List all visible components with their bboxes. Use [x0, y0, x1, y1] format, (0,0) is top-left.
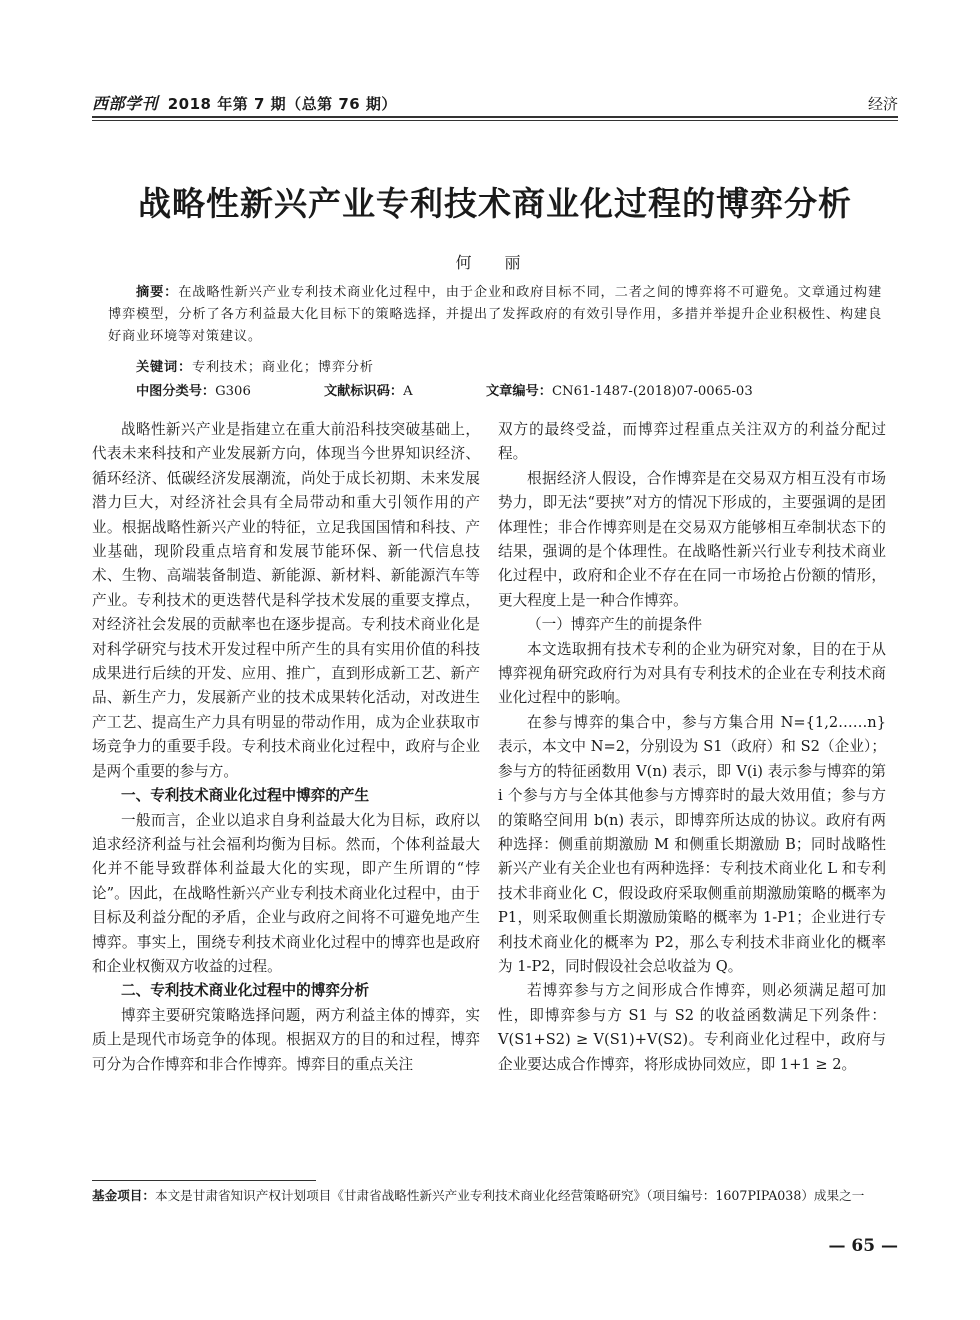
section-name: 经济 [867, 95, 898, 113]
journal-issue: 2018 年第 7 期（总第 76 期） [167, 95, 397, 113]
body-paragraph: 一般而言，企业以追求自身利益最大化为目标，政府以追求经济利益与社会福利均衡为目标。然而，个体利益最大化并不能导致群体利益最大化的实现，即产生所谓的“悖论”。因此，在战略性新兴产业专利技术商业化过程中，由于目标及利益分配的矛盾，企业与政府之间将不可避免地产生博弈。事实上，围绕专利技术商业化过程中的博弈也是政府和企业权衡双方收益的过程。 [92, 811, 480, 975]
running-header [92, 86, 898, 114]
abstract [108, 282, 882, 348]
keywords-label: 关键词： [136, 360, 192, 375]
body-paragraph: 战略性新兴产业是指建立在重大前沿科技突破基础上，代表未来科技和产业发展新方向，体现当今世界知识经济、循环经济、低碳经济发展潮流，尚处于成长初期、未来发展潜力巨大，对经济社会具有全局带动和重大引领作用的产业。根据战略性新兴产业的特征，立足我国国情和科技、产业基础，现阶段重点培育和发展节能环保、新一代信息技术、生物、高端装备制造、新能源、新材料、新能源汽车等产业。专利技术的更迭替代是科学技术发展的重要支撑点，对经济社会发展的贡献率也在逐步提高。专利技术商业化是对科学研究与技术开发过程中所产生的具有实用价值的科技成果进行后续的开发、应用、推广，直到形成新工艺、新产品、新生产力，发展新产业的技术成果转化活动，对改进生产工艺、提高生产力具有明显的带动作用，成为企业获取市场竞争力的重要手段。专利技术商业化过程中，政府与企业是两个重要的参与方。 [92, 421, 480, 780]
keywords [136, 356, 374, 375]
page-number: — 65 — [828, 1236, 898, 1256]
abstract-label: 摘要： [136, 285, 179, 300]
article-no-label: 文章编号： [486, 384, 552, 399]
section-heading: 二、专利技术商业化过程中的博弈分析 [121, 982, 370, 1000]
body-paragraph: 博弈主要研究策略选择问题，两方利益主体的博弈，实质上是现代市场竞争的体现。根据双方的目的和过程，博弈可分为合作博弈和非合作博弈。博弈目的重点关注 [92, 1006, 480, 1073]
body-paragraph: 本文选取拥有技术专利的企业为研究对象，目的在于从博弈视角研究政府行为对具有专利技术的企业在专利技术商业化过程中的影响。 [498, 640, 886, 707]
document-code [324, 380, 413, 399]
footnote-rule [92, 1180, 316, 1181]
keywords-text: 专利技术；商业化；博弈分析 [191, 360, 374, 375]
body-paragraph: 若博弈参与方之间形成合作博弈，则必须满足超可加性，即博弈参与方 S1 与 S2 的收益函数满足下列条件：V(S1+S2) ≥ V(S1)+V(S2)。专利商业化过程中，政府与企业要达成合作博弈，将形成协同效应，即 1+1 ≥ 2。 [498, 982, 886, 1073]
journal-logo: 西部学刊 [92, 94, 159, 113]
body-paragraph: 根据经济人假设，合作博弈是在交易双方相互没有市场势力，即无法“要挟”对方的情况下形成的，主要强调的是团体理性；非合作博弈则是在交易双方能够相互牵制状态下的结果，强调的是个体理性。在战略性新兴行业专利技术商业化过程中，政府和企业不存在在同一市场抢占份额的情形，更大程度上是一种合作博弈。 [498, 469, 886, 609]
right-column [498, 418, 886, 1077]
footnote-text: 本文是甘肃省知识产权计划项目《甘肃省战略性新兴产业专利技术商业化经营策略研究》（项目编号：1607PIPA038）成果之一 [154, 1188, 865, 1203]
article-number [486, 380, 753, 399]
clc-number [136, 380, 251, 399]
doc-code-value: A [403, 384, 413, 399]
header-rule-thin [92, 120, 898, 121]
footnote-label: 基金项目： [92, 1188, 155, 1203]
doc-code-label: 文献标识码： [324, 384, 404, 399]
abstract-text: 在战略性新兴产业专利技术商业化过程中，由于企业和政府目标不同，二者之间的博弈将不可避免。文章通过构建博弈模型，分析了各方利益最大化目标下的策略选择，并提出了发挥政府的有效引导作用，多措并举提升企业积极性、构建良好商业环境等对策建议。 [108, 285, 882, 344]
clc-value: G306 [215, 384, 251, 399]
article-author: 何 丽 [455, 253, 535, 272]
header-rule [92, 116, 898, 118]
subsection-heading: （一）博弈产生的前提条件 [527, 616, 703, 634]
body-paragraph: 双方的最终受益，而博弈过程重点关注双方的利益分配过程。 [498, 421, 886, 463]
section-heading: 一、专利技术商业化过程中博弈的产生 [121, 787, 370, 805]
footnote [92, 1186, 898, 1206]
article-no-value: CN61-1487-(2018)07-0065-03 [551, 384, 753, 399]
journal-info [92, 91, 397, 114]
body-paragraph: 在参与博弈的集合中，参与方集合用 N={1,2……n} 表示，本文中 N=2，分别设为 S1（政府）和 S2（企业）；参与方的特征函数用 V(n) 表示，即 V(i) 表示参与博弈的第 i 个参与方与全体其他参与方博弈时的最大效用值；参与方的策略空间用 b(n) 表示，即博弈所达成的协议。政府有两种选择：侧重前期激励 M 和侧重长期激励 B；同时战略性新兴产业有关企业也有两种选择：专利技术商业化 L 和专利技术非商业化 C，假设政府采取侧重前期激励策略的概率为 P1，则采取侧重长期激励策略的概率为 1-P1；企业进行专利技术商业化的概率为 P2，那么专利技术非商业化的概率为 1-P2，同时假设社会总收益为 Q。 [498, 713, 886, 975]
article-title: 战略性新兴产业专利技术商业化过程的博弈分析 [138, 184, 852, 223]
left-column [92, 418, 480, 1077]
clc-label: 中图分类号： [136, 384, 216, 399]
